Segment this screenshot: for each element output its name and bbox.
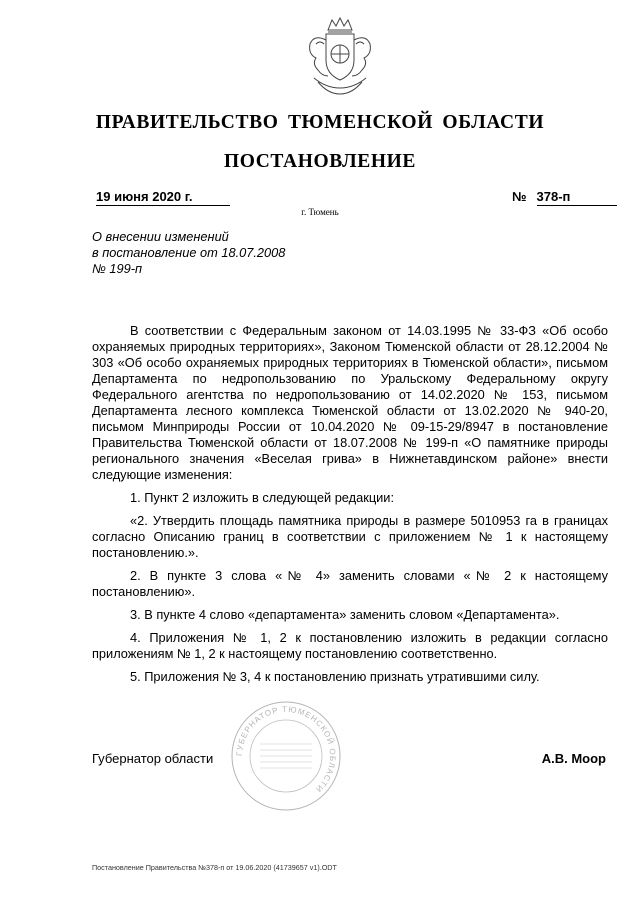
body-paragraph: 1. Пункт 2 изложить в следующей редакции: (130, 490, 395, 505)
signatory-name: А.В. Моор (541, 751, 606, 766)
body-paragraph: 3. В пункте 4 слово «департамента» заменить словом «Департамента». (130, 607, 560, 622)
signatory-position: Губернатор области (92, 751, 214, 766)
body-paragraph: «2. Утвердить площадь памятника природы в размере 5010953 га в границах согласно Описанию границ в соответствии с приложением № 1 к настоящему постановлению.». (92, 513, 608, 560)
subject-line: О внесении изменений (92, 229, 229, 244)
tyumen-coat-of-arms-icon (298, 14, 382, 100)
document-date: 19 июня 2020 г. (96, 189, 230, 206)
subject-line: № 199-п (92, 261, 143, 276)
number-sign: № (512, 189, 527, 204)
document-number-field (512, 189, 617, 206)
document-body (92, 323, 608, 685)
body-paragraph: 2. В пункте 3 слова «№ 4» заменить словами «№ 2 к настоящему постановлению». (92, 568, 608, 599)
city-label: г. Тюмень (301, 207, 339, 217)
seal-text: ГУБЕРНАТОР ТЮМЕНСКОЙ ОБЛАСТИ (234, 704, 338, 795)
body-paragraph: 4. Приложения № 1, 2 к постановлению изложить в редакции согласно приложениям № 1, 2 к настоящему постановлению соответственно. (92, 630, 608, 661)
subject-line: в постановление от 18.07.2008 (92, 245, 286, 260)
official-seal-icon (230, 700, 342, 812)
document-number: 378-п (537, 189, 617, 206)
document-type-title: ПОСТАНОВЛЕНИЕ (223, 151, 417, 172)
file-footer: Постановление Правительства №378-п от 19.06.2020 (41739657 v1).ODT (92, 863, 337, 872)
body-paragraph: В соответствии с Федеральным законом от 14.03.1995 № 33-ФЗ «Об особо охраняемых природных территориях», Законом Тюменской области от 28.12.2004 № 303 «Об особо охраняемых природных территориях в Тюменской области», письмом Департамента по недропользованию по Уральскому Федеральному округу Федерального агентства по недропользованию от 14.02.2020 № 153, письмом Департамента лесного комплекса Тюменской области от 13.02.2020 № 940-20, письмом Минприроды России от 10.04.2020 № 09-15-29/8947 в постановление Правительства Тюменской области от 18.07.2008 № 199-п «О памятнике природы регионального значения «Веселая грива» в Нижнетавдинском районе» внести следующие изменения: (92, 323, 608, 482)
body-paragraph: 5. Приложения № 3, 4 к постановлению признать утратившими силу. (130, 669, 540, 684)
government-title: ПРАВИТЕЛЬСТВО ТЮМЕНСКОЙ ОБЛАСТИ (95, 112, 545, 133)
document-subject (92, 229, 285, 277)
